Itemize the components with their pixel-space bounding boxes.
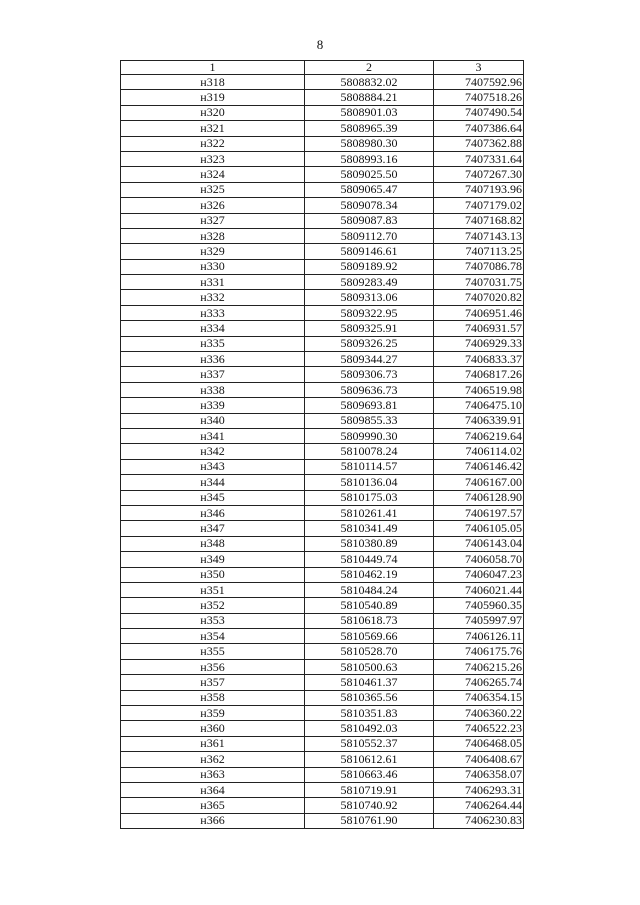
cell-point-id: н357: [121, 675, 305, 690]
table-row: [121, 629, 524, 644]
cell-point-id: н361: [121, 736, 305, 751]
cell-y-coordinate: 7406143.04: [434, 536, 524, 551]
table-row: [121, 382, 524, 397]
cell-x-coordinate: 5810114.57: [305, 459, 434, 474]
table-row: [121, 228, 524, 243]
cell-x-coordinate: 5810461.37: [305, 675, 434, 690]
table-body: [121, 75, 524, 829]
cell-point-id: н329: [121, 244, 305, 259]
table-row: [121, 721, 524, 736]
cell-point-id: н356: [121, 659, 305, 674]
cell-point-id: н338: [121, 382, 305, 397]
cell-y-coordinate: 7406354.15: [434, 690, 524, 705]
cell-y-coordinate: 7407267.30: [434, 167, 524, 182]
cell-point-id: н365: [121, 798, 305, 813]
cell-x-coordinate: 5810528.70: [305, 644, 434, 659]
cell-y-coordinate: 7406230.83: [434, 813, 524, 828]
cell-point-id: н351: [121, 582, 305, 597]
table-row: [121, 782, 524, 797]
cell-x-coordinate: 5810462.19: [305, 567, 434, 582]
cell-x-coordinate: 5809065.47: [305, 182, 434, 197]
cell-x-coordinate: 5810175.03: [305, 490, 434, 505]
cell-x-coordinate: 5809146.61: [305, 244, 434, 259]
cell-point-id: н366: [121, 813, 305, 828]
column-header-y: 3: [434, 61, 524, 75]
cell-x-coordinate: 5810552.37: [305, 736, 434, 751]
table-row: [121, 444, 524, 459]
table-row: [121, 151, 524, 166]
cell-y-coordinate: 7406408.67: [434, 752, 524, 767]
cell-point-id: н359: [121, 706, 305, 721]
cell-x-coordinate: 5810761.90: [305, 813, 434, 828]
cell-y-coordinate: 7406215.26: [434, 659, 524, 674]
cell-y-coordinate: 7405960.35: [434, 598, 524, 613]
cell-x-coordinate: 5810341.49: [305, 521, 434, 536]
cell-point-id: н334: [121, 321, 305, 336]
cell-point-id: н358: [121, 690, 305, 705]
cell-x-coordinate: 5809313.06: [305, 290, 434, 305]
table-row: [121, 752, 524, 767]
cell-y-coordinate: 7407193.96: [434, 182, 524, 197]
cell-x-coordinate: 5810719.91: [305, 782, 434, 797]
table-row: [121, 567, 524, 582]
cell-y-coordinate: 7406358.07: [434, 767, 524, 782]
table-row: [121, 767, 524, 782]
cell-y-coordinate: 7406058.70: [434, 552, 524, 567]
table-row: [121, 459, 524, 474]
cell-point-id: н335: [121, 336, 305, 351]
cell-y-coordinate: 7407490.54: [434, 105, 524, 120]
cell-y-coordinate: 7406468.05: [434, 736, 524, 751]
table-row: [121, 613, 524, 628]
table-row: [121, 198, 524, 213]
cell-y-coordinate: 7407020.82: [434, 290, 524, 305]
cell-point-id: н326: [121, 198, 305, 213]
cell-point-id: н330: [121, 259, 305, 274]
cell-x-coordinate: 5810663.46: [305, 767, 434, 782]
coordinates-table: [120, 60, 524, 829]
cell-y-coordinate: 7406951.46: [434, 305, 524, 320]
cell-point-id: н318: [121, 75, 305, 90]
cell-y-coordinate: 7407143.13: [434, 228, 524, 243]
cell-point-id: н328: [121, 228, 305, 243]
table-row: [121, 75, 524, 90]
cell-y-coordinate: 7407518.26: [434, 90, 524, 105]
table-row: [121, 352, 524, 367]
table-row: [121, 552, 524, 567]
cell-x-coordinate: 5810569.66: [305, 629, 434, 644]
table-row: [121, 536, 524, 551]
cell-x-coordinate: 5810500.63: [305, 659, 434, 674]
cell-point-id: н363: [121, 767, 305, 782]
table-row: [121, 90, 524, 105]
table-row: [121, 521, 524, 536]
cell-x-coordinate: 5810365.56: [305, 690, 434, 705]
cell-y-coordinate: 7407113.25: [434, 244, 524, 259]
cell-y-coordinate: 7406519.98: [434, 382, 524, 397]
table-row: [121, 182, 524, 197]
table-row: [121, 336, 524, 351]
cell-y-coordinate: 7406219.64: [434, 428, 524, 443]
cell-point-id: н346: [121, 505, 305, 520]
cell-point-id: н331: [121, 275, 305, 290]
table-row: [121, 275, 524, 290]
table-row: [121, 690, 524, 705]
table-header-row: [121, 61, 524, 75]
cell-point-id: н342: [121, 444, 305, 459]
table-row: [121, 736, 524, 751]
cell-point-id: н325: [121, 182, 305, 197]
table-row: [121, 659, 524, 674]
cell-x-coordinate: 5810612.61: [305, 752, 434, 767]
cell-y-coordinate: 7406360.22: [434, 706, 524, 721]
table-row: [121, 367, 524, 382]
cell-x-coordinate: 5808884.21: [305, 90, 434, 105]
table-row: [121, 706, 524, 721]
cell-y-coordinate: 7407386.64: [434, 121, 524, 136]
cell-point-id: н364: [121, 782, 305, 797]
cell-point-id: н341: [121, 428, 305, 443]
cell-x-coordinate: 5810380.89: [305, 536, 434, 551]
cell-x-coordinate: 5810351.83: [305, 706, 434, 721]
cell-x-coordinate: 5809189.92: [305, 259, 434, 274]
cell-point-id: н339: [121, 398, 305, 413]
cell-y-coordinate: 7406475.10: [434, 398, 524, 413]
cell-x-coordinate: 5809326.25: [305, 336, 434, 351]
cell-point-id: н354: [121, 629, 305, 644]
table-row: [121, 398, 524, 413]
cell-point-id: н332: [121, 290, 305, 305]
table-row: [121, 428, 524, 443]
cell-y-coordinate: 7406265.74: [434, 675, 524, 690]
cell-x-coordinate: 5810484.24: [305, 582, 434, 597]
cell-x-coordinate: 5810449.74: [305, 552, 434, 567]
cell-point-id: н322: [121, 136, 305, 151]
table-row: [121, 244, 524, 259]
cell-x-coordinate: 5809636.73: [305, 382, 434, 397]
cell-x-coordinate: 5809306.73: [305, 367, 434, 382]
table-row: [121, 290, 524, 305]
cell-y-coordinate: 7407331.64: [434, 151, 524, 166]
cell-point-id: н355: [121, 644, 305, 659]
cell-point-id: н360: [121, 721, 305, 736]
cell-x-coordinate: 5809344.27: [305, 352, 434, 367]
cell-x-coordinate: 5808832.02: [305, 75, 434, 90]
cell-point-id: н343: [121, 459, 305, 474]
cell-y-coordinate: 7406021.44: [434, 582, 524, 597]
cell-x-coordinate: 5810492.03: [305, 721, 434, 736]
cell-y-coordinate: 7406293.31: [434, 782, 524, 797]
cell-y-coordinate: 7407592.96: [434, 75, 524, 90]
cell-x-coordinate: 5809283.49: [305, 275, 434, 290]
cell-y-coordinate: 7406146.42: [434, 459, 524, 474]
cell-point-id: н336: [121, 352, 305, 367]
cell-y-coordinate: 7406105.05: [434, 521, 524, 536]
table-row: [121, 813, 524, 828]
cell-y-coordinate: 7407031.75: [434, 275, 524, 290]
cell-point-id: н353: [121, 613, 305, 628]
cell-point-id: н323: [121, 151, 305, 166]
cell-y-coordinate: 7407086.78: [434, 259, 524, 274]
cell-x-coordinate: 5810078.24: [305, 444, 434, 459]
cell-y-coordinate: 7406197.57: [434, 505, 524, 520]
table-row: [121, 105, 524, 120]
cell-point-id: н349: [121, 552, 305, 567]
cell-point-id: н362: [121, 752, 305, 767]
cell-x-coordinate: 5809990.30: [305, 428, 434, 443]
cell-y-coordinate: 7406817.26: [434, 367, 524, 382]
table-row: [121, 505, 524, 520]
cell-x-coordinate: 5808993.16: [305, 151, 434, 166]
cell-y-coordinate: 7406264.44: [434, 798, 524, 813]
cell-y-coordinate: 7407179.02: [434, 198, 524, 213]
table-row: [121, 305, 524, 320]
cell-y-coordinate: 7406931.57: [434, 321, 524, 336]
cell-point-id: н327: [121, 213, 305, 228]
table-row: [121, 167, 524, 182]
table-row: [121, 675, 524, 690]
cell-x-coordinate: 5809087.83: [305, 213, 434, 228]
cell-point-id: н319: [121, 90, 305, 105]
cell-point-id: н340: [121, 413, 305, 428]
column-header-x: 2: [305, 61, 434, 75]
cell-point-id: н350: [121, 567, 305, 582]
cell-point-id: н345: [121, 490, 305, 505]
cell-y-coordinate: 7406175.76: [434, 644, 524, 659]
table-row: [121, 121, 524, 136]
table-row: [121, 598, 524, 613]
cell-y-coordinate: 7406128.90: [434, 490, 524, 505]
cell-x-coordinate: 5808901.03: [305, 105, 434, 120]
cell-point-id: н352: [121, 598, 305, 613]
page-number: 8: [316, 37, 324, 52]
cell-y-coordinate: 7406047.23: [434, 567, 524, 582]
table-row: [121, 582, 524, 597]
cell-x-coordinate: 5809322.95: [305, 305, 434, 320]
cell-x-coordinate: 5808980.30: [305, 136, 434, 151]
table-row: [121, 490, 524, 505]
cell-y-coordinate: 7406167.00: [434, 475, 524, 490]
cell-point-id: н324: [121, 167, 305, 182]
cell-point-id: н337: [121, 367, 305, 382]
table-row: [121, 798, 524, 813]
cell-point-id: н320: [121, 105, 305, 120]
cell-y-coordinate: 7406114.02: [434, 444, 524, 459]
cell-x-coordinate: 5810618.73: [305, 613, 434, 628]
cell-y-coordinate: 7405997.97: [434, 613, 524, 628]
cell-x-coordinate: 5810136.04: [305, 475, 434, 490]
cell-x-coordinate: 5809693.81: [305, 398, 434, 413]
cell-y-coordinate: 7406339.91: [434, 413, 524, 428]
cell-point-id: н347: [121, 521, 305, 536]
table-row: [121, 259, 524, 274]
cell-y-coordinate: 7407168.82: [434, 213, 524, 228]
cell-y-coordinate: 7406929.33: [434, 336, 524, 351]
cell-x-coordinate: 5809078.34: [305, 198, 434, 213]
table-row: [121, 213, 524, 228]
cell-x-coordinate: 5810740.92: [305, 798, 434, 813]
table-row: [121, 136, 524, 151]
table-row: [121, 644, 524, 659]
cell-y-coordinate: 7406833.37: [434, 352, 524, 367]
cell-x-coordinate: 5810261.41: [305, 505, 434, 520]
column-header-point: 1: [121, 61, 305, 75]
cell-x-coordinate: 5809325.91: [305, 321, 434, 336]
cell-x-coordinate: 5808965.39: [305, 121, 434, 136]
cell-x-coordinate: 5809112.70: [305, 228, 434, 243]
cell-x-coordinate: 5809855.33: [305, 413, 434, 428]
cell-point-id: н348: [121, 536, 305, 551]
cell-x-coordinate: 5810540.89: [305, 598, 434, 613]
cell-y-coordinate: 7406522.23: [434, 721, 524, 736]
cell-y-coordinate: 7406126.11: [434, 629, 524, 644]
table-row: [121, 413, 524, 428]
cell-point-id: н333: [121, 305, 305, 320]
cell-x-coordinate: 5809025.50: [305, 167, 434, 182]
table-row: [121, 475, 524, 490]
cell-point-id: н344: [121, 475, 305, 490]
cell-y-coordinate: 7407362.88: [434, 136, 524, 151]
table-row: [121, 321, 524, 336]
cell-point-id: н321: [121, 121, 305, 136]
